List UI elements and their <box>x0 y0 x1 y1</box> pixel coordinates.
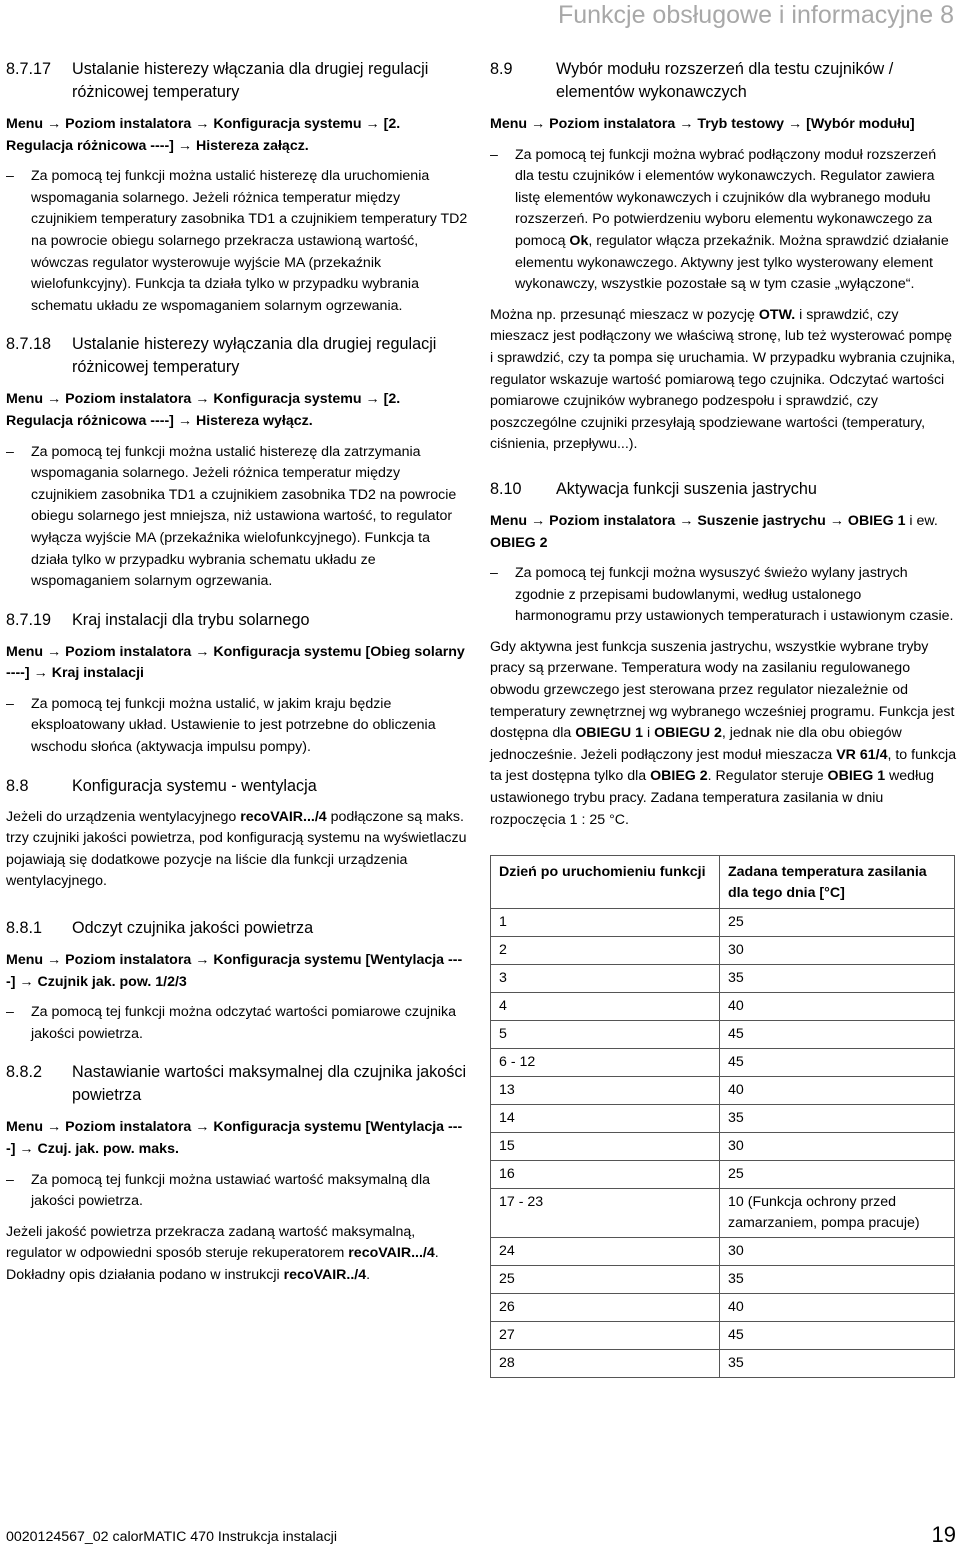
text-run: podłączone są maks. trzy czujniki jakości powietrza, pod konfiguracją systemu na wyświetlaczu pojawiają się dodatkowe pozycje na liście dla funkcji urządzenia wentylacyjnego. <box>6 808 467 890</box>
section-number: 8.7.17 <box>6 60 52 78</box>
paragraph <box>490 637 958 831</box>
table-row <box>491 1322 955 1350</box>
table-body <box>491 909 955 1378</box>
table-cell: 25 <box>720 1161 955 1189</box>
table-cell: 4 <box>491 993 720 1021</box>
text-run: OBIEGU 2 <box>654 725 722 742</box>
table-cell: 35 <box>720 1350 955 1378</box>
table-row <box>491 1266 955 1294</box>
screed-drying-table <box>490 855 955 1378</box>
text-run: Jeżeli do urządzenia wentylacyjnego <box>6 808 241 825</box>
dash-item <box>6 1002 468 1045</box>
text-run: OBIEGU 1 <box>575 725 644 742</box>
table-cell: 35 <box>720 965 955 993</box>
table-row <box>491 1294 955 1322</box>
dash-text: Za pomocą tej funkcji można odczytać wartości pomiarowe czujnika jakości powietrza. <box>31 1004 457 1042</box>
dash-text: Za pomocą tej funkcji można ustalić histerezę dla uruchomienia wspomagania solarnego. Jeżeli różnica temperatur między czujnikiem temperatury zasobnika TD1 a czujnikiem temperatury TD2 na powrocie obiegu solarnego przekracza ustawioną wartość, wówczas regulator wysterowuje wyjście MA (przekaźnik wielofunkcyjny). Funkcja ta działa tylko w przypadku wybrania schematu układu ze wspomaganiem solarnym ogrzewania. <box>31 168 468 314</box>
section-heading-8-10 <box>490 478 958 501</box>
table-cell: 25 <box>491 1266 720 1294</box>
text-run: . Dokładny opis działania podano w instrukcji <box>6 1245 439 1283</box>
table-cell: 40 <box>720 993 955 1021</box>
table-cell: 26 <box>491 1294 720 1322</box>
dash-text: Za pomocą tej funkcji można ustalić histerezę dla zatrzymania wspomagania solarnego. Jeżeli różnica temperatur między czujnikiem zasobnika TD1 a czujnikiem zasobnika TD2 na powrocie obiegu solarnego jest mniejsza, niż ustawiona wartość, to regulator wyłącza wyjście MA (przekaźnika wielofunkcyjnego). Funkcja ta działa tylko w przypadku wybrania schematu układu ze wspomaganiem solarnym ogrzewania. <box>31 443 457 590</box>
text-run: Menu → Poziom instalatora → Suszenie jastrychu → OBIEG 1 <box>490 512 906 529</box>
section-title: Aktywacja funkcji suszenia jastrychu <box>556 479 817 498</box>
section-title: Ustalanie histerezy włączania dla drugiej regulacji różnicowej temperatury <box>72 60 429 101</box>
menu-path: Menu → Poziom instalatora → Konfiguracja systemu → [2. Regulacja różnicowa ----] → Histereza wyłącz. <box>6 391 401 429</box>
dash-marker: – <box>6 443 14 460</box>
table-cell: 35 <box>720 1105 955 1133</box>
table-row <box>491 965 955 993</box>
dash-item <box>490 145 958 296</box>
open-label: OTW. <box>758 306 796 323</box>
section-number: 8.7.19 <box>6 610 52 629</box>
dash-text: Za pomocą tej funkcji można wysuszyć świeżo wylany jastrych zgodnie z przepisami budowlanymi, według ustalonego harmonogramu przy ustawionych temperaturach i ustawionym czasie. <box>515 565 954 625</box>
menu-path: Menu → Poziom instalatora → Konfiguracja systemu → [2. Regulacja różnicowa ----] → Histereza załącz. <box>6 116 401 154</box>
text-run: Za pomocą tej funkcji można wybrać podłączony moduł rozszerzeń dla testu czujników i elementów wykonawczych. Regulator zawiera listę elementów wykonawczych i czujników dla wybranego modułu rozszerzeń. Po potwierdzeniu wyboru elementu wykonawczego za pomocą <box>515 146 937 249</box>
dash-marker: – <box>490 565 498 582</box>
dash-item <box>6 442 468 593</box>
section-title: Ustalanie histerezy wyłączania dla drugiej regulacji różnicowej temperatury <box>72 335 437 377</box>
section-heading-8-7-19 <box>6 609 468 632</box>
table-cell: 30 <box>720 937 955 965</box>
table-cell: 5 <box>491 1021 720 1049</box>
table-row <box>491 1105 955 1133</box>
table-row <box>491 909 955 937</box>
section-title: Kraj instalacji dla trybu solarnego <box>72 610 310 629</box>
dash-text: Za pomocą tej funkcji można ustawiać wartość maksymalną dla jakości powietrza. <box>31 1171 430 1210</box>
table-row <box>491 1133 955 1161</box>
dash-item <box>490 563 958 628</box>
table-cell: 16 <box>491 1161 720 1189</box>
text-run: , to funkcja ta jest dostępna tylko dla <box>490 746 957 785</box>
ok-label: Ok <box>569 232 589 249</box>
page-number: 19 <box>931 1522 956 1547</box>
table-cell: 6 - 12 <box>491 1049 720 1077</box>
section-heading-8-7-18 <box>6 333 468 379</box>
text-run: OBIEG 2 <box>490 534 548 551</box>
table-cell: 25 <box>720 909 955 937</box>
table-header-cell: Zadana temperatura zasilania dla tego dnia [°C] <box>720 856 955 909</box>
table-cell: 15 <box>491 1133 720 1161</box>
table-cell: 45 <box>720 1322 955 1350</box>
dash-marker: – <box>490 146 498 163</box>
table-row <box>491 1238 955 1266</box>
section-heading-8-7-17 <box>6 58 468 104</box>
section-number: 8.9 <box>490 60 513 78</box>
text-run: OBIEG 1 <box>827 768 886 785</box>
table-cell: 30 <box>720 1238 955 1266</box>
table-row <box>491 1161 955 1189</box>
section-heading-8-9 <box>490 58 958 104</box>
section-number: 8.8.2 <box>6 1063 43 1082</box>
paragraph <box>490 305 958 456</box>
section-number: 8.8.1 <box>6 919 43 938</box>
table-row <box>491 1049 955 1077</box>
section-heading-8-8 <box>6 775 468 798</box>
table-cell: 10 (Funkcja ochrony przed zamarzaniem, pompa pracuje) <box>720 1189 955 1238</box>
dash-text: Za pomocą tej funkcji można ustalić, w jakim kraju będzie eksploatowany układ. Ustawienie to jest potrzebne do obliczenia wschodu słońca (aktywacja impulsu pompy). <box>31 695 436 756</box>
text-run: według ustawionego trybu pracy. Zadana temperatura zasilania w dniu rozpoczęcia 1 : 25 °C. <box>490 768 935 828</box>
section-title: Konfiguracja systemu - wentylacja <box>72 776 317 795</box>
text-run: . <box>366 1266 371 1283</box>
dash-marker: – <box>6 1171 14 1188</box>
table-row <box>491 1021 955 1049</box>
text-run: OBIEG 2 <box>650 768 708 785</box>
text-run: Można np. przesunąć mieszacz w pozycję <box>490 306 759 323</box>
table-row <box>491 937 955 965</box>
left-column <box>6 58 468 1287</box>
footer-doc-id: 0020124567_02 calorMATIC 470 Instrukcja instalacji <box>6 1529 337 1545</box>
text-run: , jednak nie dla obu obiegów jednocześnie. Jeżeli podłączony jest moduł mieszacza <box>490 725 902 763</box>
text-run: . Regulator steruje <box>707 768 828 785</box>
table-row <box>491 1077 955 1105</box>
text-run: i sprawdzić, czy mieszacz jest podłączony we właściwą stronę, lub też wysterować pompę i sprawdzić, czy ta pompa się uruchamia. W przypadku wybrania czujnika, regulator wskazuje wartość pomiarową tego czujnika. Odczytać wartości pomiarowe czujników wybranego podzespołu i sprawdzić, czy poszczególne czujniki przesyłają spodziewane wartości (temperatury, ciśnienia, przepływu...). <box>490 306 956 453</box>
menu-path: Menu → Poziom instalatora → Tryb testowy → [Wybór modułu] <box>490 116 915 132</box>
table-cell: 3 <box>491 965 720 993</box>
product-name: recoVAIR.../4 <box>240 808 327 825</box>
dash-item <box>6 694 468 759</box>
table-cell: 13 <box>491 1077 720 1105</box>
section-title: Odczyt czujnika jakości powietrza <box>72 919 314 938</box>
menu-path <box>490 511 958 554</box>
table-cell: 45 <box>720 1021 955 1049</box>
dash-marker: – <box>6 168 14 185</box>
text-run: Jeżeli jakość powietrza przekracza zadaną wartość maksymalną, regulator w odpowiedni sposób steruje rekuperatorem <box>6 1223 416 1262</box>
section-number: 8.8 <box>6 776 29 795</box>
text-run: i <box>643 725 655 742</box>
product-name: recoVAIR.../4 <box>348 1245 435 1262</box>
table-cell: 30 <box>720 1133 955 1161</box>
table-cell: 27 <box>491 1322 720 1350</box>
menu-path: Menu → Poziom instalatora → Konfiguracja systemu [Wentylacja ----] → Czuj. jak. pow. maks. <box>6 1119 463 1157</box>
section-heading-8-8-1 <box>6 917 468 940</box>
table-cell: 28 <box>491 1350 720 1378</box>
text-run: , regulator włącza przekaźnik. Można sprawdzić działanie elementu wykonawczego. Aktywny jest tylko wysterowany element wykonawczy, wszystkie pozostałe są w tym czasie „wyłączone“. <box>515 232 949 293</box>
paragraph <box>6 807 468 893</box>
dash-marker: – <box>6 1004 14 1021</box>
table-header-cell: Dzień po uruchomieniu funkcji <box>491 856 720 909</box>
table-cell: 1 <box>491 909 720 937</box>
page-header-title: Funkcje obsługowe i informacyjne 8 <box>557 1 954 29</box>
table-row <box>491 993 955 1021</box>
section-title: Nastawianie wartości maksymalnej dla czujnika jakości powietrza <box>72 1063 467 1105</box>
paragraph <box>6 1222 468 1287</box>
menu-path: Menu → Poziom instalatora → Konfiguracja systemu [Wentylacja ----] → Czujnik jak. pow. 1/2/3 <box>6 952 463 990</box>
table-row <box>491 1350 955 1378</box>
table-cell: 17 - 23 <box>491 1189 720 1238</box>
table-cell: 40 <box>720 1294 955 1322</box>
table-cell: 40 <box>720 1077 955 1105</box>
table-cell: 2 <box>491 937 720 965</box>
text-run: Gdy aktywna jest funkcja suszenia jastrychu, wszystkie wybrane tryby pracy są przerwane. Temperatura wody na zasilaniu regulowanego obwodu grzewczego jest sterowana przez regulator niezależnie od temperatury zewnętrznej wg wybranego wcześniej programu. Funkcja jest dostępna dla <box>490 638 955 742</box>
menu-path: Menu → Poziom instalatora → Konfiguracja systemu [Obieg solarny ----] → Kraj instalacji <box>6 643 465 682</box>
table-cell: 14 <box>491 1105 720 1133</box>
text-run: VR 61/4 <box>836 746 888 763</box>
table-header-row <box>491 856 955 909</box>
section-title: Wybór modułu rozszerzeń dla testu czujników / elementów wykonawczych <box>556 60 894 101</box>
dash-item <box>6 1170 468 1213</box>
dash-marker: – <box>6 695 14 712</box>
section-heading-8-8-2 <box>6 1061 468 1107</box>
dash-item <box>6 166 468 317</box>
table-cell: 24 <box>491 1238 720 1266</box>
product-name: recoVAIR../4 <box>283 1266 367 1283</box>
text-run: i ew. <box>905 512 938 529</box>
section-number: 8.7.18 <box>6 335 52 354</box>
table-row <box>491 1189 955 1238</box>
table-cell: 35 <box>720 1266 955 1294</box>
table-cell: 45 <box>720 1049 955 1077</box>
section-number: 8.10 <box>490 479 522 498</box>
right-column <box>490 58 958 1378</box>
